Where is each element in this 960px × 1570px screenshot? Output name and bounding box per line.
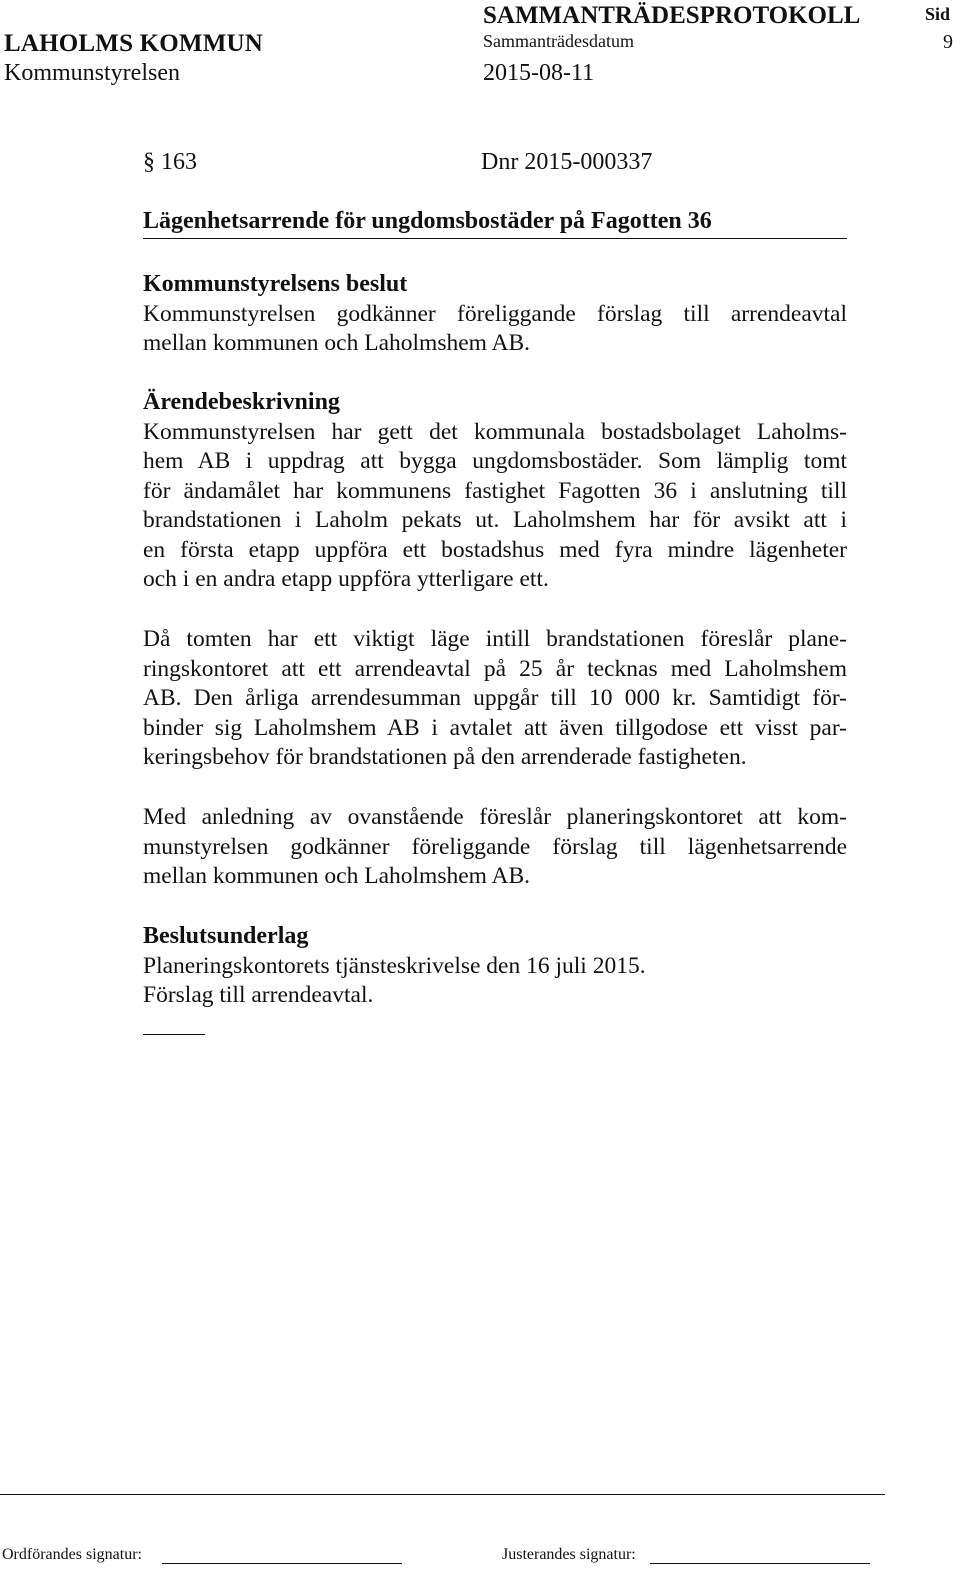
title-underline bbox=[143, 238, 847, 239]
description-line: binder sig Laholmshem AB i avtalet att även tillgodose ett visst par- bbox=[143, 714, 847, 741]
description-line: keringsbehov för brandstationen på den arrenderade fastigheten. bbox=[143, 744, 747, 770]
basis-section bbox=[143, 922, 847, 1011]
description-line: Kommunstyrelsen har gett det kommunala bostadsbolaget Laholms- bbox=[143, 418, 847, 445]
description-line: munstyrelsen godkänner föreliggande förslag till lägenhetsarrende bbox=[143, 833, 847, 860]
document-type: SAMMANTRÄDESPROTOKOLL bbox=[483, 2, 861, 29]
description-line: och i en andra etapp uppföra ytterligare ett. bbox=[143, 566, 549, 592]
basis-heading: Beslutsunderlag bbox=[143, 923, 309, 949]
description-paragraph-2 bbox=[143, 625, 847, 773]
case-title: Lägenhetsarrende för ungdomsbostäder på Fagotten 36 bbox=[143, 208, 712, 234]
description-line: Då tomten har ett viktigt läge intill brandstationen föreslår plane- bbox=[143, 626, 847, 652]
adjuster-signature-label: Justerandes signatur: bbox=[502, 1546, 636, 1563]
description-line: mellan kommunen och Laholmshem AB. bbox=[143, 863, 531, 889]
case-number: Dnr 2015-000337 bbox=[481, 149, 653, 175]
description-line: för ändamålet har kommunens fastighet Fagotten 36 i anslutning till bbox=[143, 477, 847, 504]
department-name: Kommunstyrelsen bbox=[4, 60, 180, 86]
page-label: Sid bbox=[925, 4, 951, 24]
description-section bbox=[143, 388, 847, 595]
description-line: hem AB i uppdrag att bygga ungdomsbostäder. Som lämplig tomt bbox=[143, 448, 847, 474]
basis-line: Planeringskontorets tjänsteskrivelse den 16 juli 2015. bbox=[143, 952, 646, 979]
section-end-rule bbox=[143, 1034, 205, 1035]
description-line: ringskontoret att ett arrendeavtal på 25 år tecknas med Laholmshem bbox=[143, 655, 847, 682]
basis-line: Förslag till arrendeavtal. bbox=[143, 982, 374, 1008]
decision-line: Kommunstyrelsen godkänner föreliggande förslag till arrendeavtal bbox=[143, 300, 847, 327]
footer-divider bbox=[0, 1494, 885, 1495]
page-number: 9 bbox=[943, 31, 953, 53]
chair-signature-label: Ordförandes signatur: bbox=[2, 1546, 142, 1563]
decision-section bbox=[143, 270, 847, 359]
decision-heading: Kommunstyrelsens beslut bbox=[143, 271, 408, 297]
description-line: brandstationen i Laholm pekats ut. Laholmshem har för avsikt att i bbox=[143, 507, 847, 533]
description-paragraph-3 bbox=[143, 803, 847, 892]
chair-signature-line bbox=[162, 1563, 402, 1564]
description-line: AB. Den årliga arrendesumman uppgår till 10 000 kr. Samtidigt för- bbox=[143, 685, 847, 711]
adjuster-signature-line bbox=[650, 1563, 870, 1564]
organization-name: LAHOLMS KOMMUN bbox=[4, 30, 264, 57]
meeting-date-label: Sammanträdesdatum bbox=[483, 31, 634, 51]
description-line: Med anledning av ovanstående föreslår planeringskontoret att kom- bbox=[143, 804, 847, 830]
paragraph-number: § 163 bbox=[143, 149, 197, 175]
decision-line: mellan kommunen och Laholmshem AB. bbox=[143, 330, 531, 356]
description-line: en första etapp uppföra ett bostadshus med fyra mindre lägenheter bbox=[143, 536, 847, 563]
meeting-date: 2015-08-11 bbox=[483, 60, 595, 86]
description-heading: Ärendebeskrivning bbox=[143, 389, 340, 415]
